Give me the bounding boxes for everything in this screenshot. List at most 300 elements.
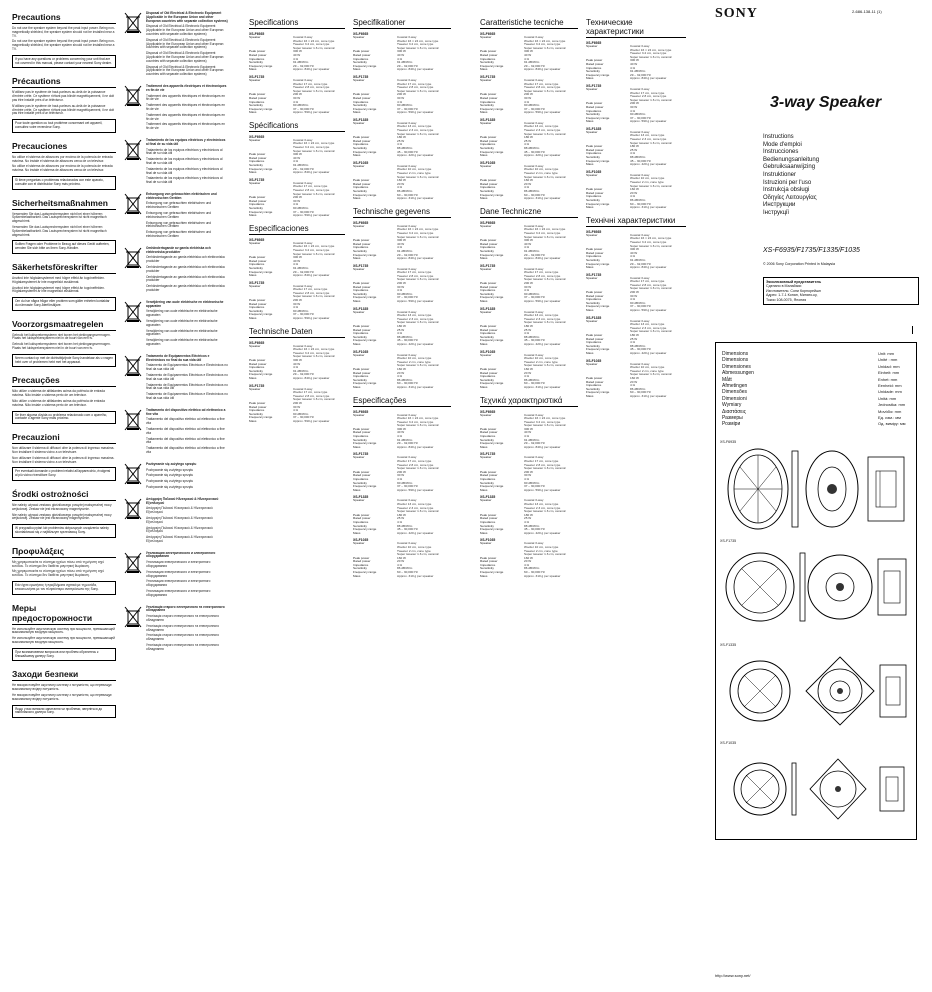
spec-value: 40 W xyxy=(397,430,405,435)
spec-value: 30 W xyxy=(293,95,301,100)
warning-body xyxy=(12,27,116,52)
dimension-label: Wymiary xyxy=(722,402,742,409)
spec-key: Rated power xyxy=(249,52,267,57)
dimension-label: Размеры xyxy=(722,415,743,422)
spec-key: Sensitivity xyxy=(353,334,367,339)
spec-key: Impedance xyxy=(249,305,265,310)
disposal-item xyxy=(124,247,228,295)
spec-key: Frequency range xyxy=(353,106,377,111)
spec-row xyxy=(586,163,686,167)
spec-value: 4 Ω xyxy=(524,562,529,567)
spec-key: Impedance xyxy=(480,519,496,524)
dimensions-panel xyxy=(715,342,917,840)
spec-row xyxy=(480,532,578,536)
spec-value: Super tweeter 1.6 cm, ceramic xyxy=(397,552,439,557)
spec-value: Super tweeter 1.6 cm, ceramic xyxy=(630,286,672,291)
warning-paragraph: No utilice el sistema de altavoces por encima de la potencia de entrada máxima. No instale el sistema de altavoces cerca de un televisor. xyxy=(12,154,113,163)
disposal-paragraph: Entsorgung von gebrauchten elektrischen und elektronischen Geräten xyxy=(146,230,212,239)
spec-value: Woofer 13 cm, cone type xyxy=(630,322,665,327)
spec-value: 4 Ω xyxy=(293,159,298,164)
spec-value: 180 W xyxy=(524,324,533,328)
disposal-paragraph: Tratamento de Equipamentos Eléctricos e Electrónicos no final da sua vida útil xyxy=(146,372,228,381)
spec-key: Impedance xyxy=(480,288,496,293)
spec-value: 29 – 32,000 Hz xyxy=(293,269,314,274)
disposal-paragraph: Disposal of Old Electrical & Electronic Equipment (Applicable in the European Union and other European countries with separate collection systems) xyxy=(146,51,224,63)
spec-value: 4 Ω xyxy=(293,365,298,370)
spec-value: 300 W xyxy=(397,49,406,54)
spec-value: Approx. 840 g per speaker xyxy=(293,375,330,380)
warning-note: W przypadku pytań lub problemów dotyczących urządzenia należy skontaktować się z najbliższym sprzedawcą Sony. xyxy=(12,524,116,538)
spec-section-title: Technische Daten xyxy=(249,327,345,338)
dimension-unit: Μονάδα: mm xyxy=(878,408,902,414)
spec-row xyxy=(480,68,578,72)
spec-key: Rated power xyxy=(586,379,604,384)
spec-value: 91 dB/W/m xyxy=(293,368,309,373)
spec-key: Speaker xyxy=(353,120,365,125)
spec-key: Impedance xyxy=(249,408,265,413)
part-number: 2-686-138-11 (1) xyxy=(852,9,882,14)
spec-value: Coaxial 3-way xyxy=(293,137,313,142)
disposal-item xyxy=(124,552,228,600)
spec-value: Woofer 16 × 24 cm, cone type xyxy=(293,141,335,146)
spec-key: Peak power xyxy=(480,324,497,328)
spec-key: Rated power xyxy=(249,155,267,160)
spec-value: Super tweeter 1.6 cm, ceramic xyxy=(524,509,566,514)
spec-value: 86 dB/W/m xyxy=(524,188,540,193)
warning-note: Si tiene preguntas o problemas relacionados con este aparato, consulte con el distribuidor Sony más próximo. xyxy=(12,176,116,190)
spec-value: 37 – 30,000 Hz xyxy=(524,295,545,300)
spec-value: Approx. 590 g per speaker xyxy=(293,316,330,321)
spec-value: Woofer 17 cm, cone type xyxy=(293,184,328,189)
disposal-paragraph: Verwijdering van oude elektrische en elektronische apparaten xyxy=(146,328,218,337)
spec-model: XS-F1735 xyxy=(353,452,369,457)
spec-key: Peak power xyxy=(586,290,603,295)
spec-key: Mass xyxy=(480,299,488,304)
spec-key: Frequency range xyxy=(480,149,504,154)
disposal-paragraph: Утилизация электрического и электронного оборудования xyxy=(146,579,211,588)
dimension-label: Dimensões xyxy=(722,389,748,396)
spec-value: 86 dB/W/m xyxy=(397,377,413,382)
spec-key: Speaker xyxy=(249,386,261,391)
spec-value: 45 – 30,000 Hz xyxy=(524,338,545,343)
spec-key: Mass xyxy=(249,316,257,321)
spec-value: Super tweeter 1.6 cm, ceramic xyxy=(630,372,672,377)
spec-value: 90 dB/W/m xyxy=(293,411,309,416)
warning-paragraph: N'utilisez pas le système de haut-parleurs au-delà de la puissance d'entrée crête. Ce système n'étant pas blindé magnétiquement, il ne doit pas être installé près d'un téléviseur. xyxy=(12,90,115,102)
spec-key: Sensitivity xyxy=(249,411,263,416)
spec-row xyxy=(586,395,686,399)
warning-title: Środki ostrożności xyxy=(12,489,116,501)
disposal-paragraph: Απόρριψη Παλαιού Ηλεκτρικού & Ηλεκτρονικού Εξοπλισμού xyxy=(146,515,213,524)
dimension-label: Διαστάσεις xyxy=(722,408,747,415)
spec-value: 4 Ω xyxy=(524,288,529,293)
dimension-label: Dimensioni xyxy=(722,395,747,402)
spec-value: 88 dB/W/m xyxy=(524,523,540,528)
spec-value: 40 W xyxy=(630,61,638,66)
spec-key: Rated power xyxy=(353,181,371,186)
spec-value: 37 – 30,000 Hz xyxy=(293,415,314,420)
spec-value: 88 dB/W/m xyxy=(524,146,540,151)
spec-section-title: Dane Techniczne xyxy=(480,207,578,218)
spec-value: Approx. 590 g per speaker xyxy=(397,487,434,492)
disposal-text xyxy=(146,355,228,403)
spec-value: Coaxial 3-way xyxy=(397,309,417,314)
spec-key: Speaker xyxy=(586,86,598,91)
spec-value: 4 Ω xyxy=(630,108,635,113)
spec-value: Coaxial 3-way xyxy=(524,35,544,39)
spec-model: XS-F1335 xyxy=(586,126,602,131)
spec-model: XS-F6935 xyxy=(353,409,369,414)
warning-note: Se tiver alguma dúvida ou problema relacionado com o aparelho, contacte o agente Sony mais próximo. xyxy=(12,411,116,425)
dimension-label: Розміри xyxy=(722,421,741,428)
spec-value: Tweeter 2.3 cm, cone type xyxy=(397,505,434,510)
spec-value: 4 Ω xyxy=(630,340,635,345)
warning-paragraph: Не використовуйте акустичну систему з потужністю, що перевищує максимальну вхідну потужність. xyxy=(12,692,112,701)
spec-key: Sensitivity xyxy=(480,248,494,253)
spec-value: 29 – 32,000 Hz xyxy=(293,63,314,68)
spec-value: Woofer 13 cm, cone type xyxy=(630,133,665,138)
spec-key: Rated power xyxy=(586,250,604,255)
spec-model: XS-F1335 xyxy=(480,495,496,500)
spec-value: Super tweeter 1.6 cm, ceramic xyxy=(397,174,439,179)
spec-value: Coaxial 3-way xyxy=(397,120,417,125)
spec-value: Approx. 590 g per speaker xyxy=(524,487,561,492)
spec-key: Impedance xyxy=(586,340,602,345)
spec-model: XS-F1335 xyxy=(353,117,369,122)
spec-key: Speaker xyxy=(586,232,598,237)
spec-value: Tweeter 2.3 cm, cone type xyxy=(630,325,667,330)
spec-value: 300 W xyxy=(630,247,639,252)
language-item: Οδηγίες Λειτουργίας xyxy=(763,194,817,201)
dimension-unit: Unité : mm xyxy=(878,357,898,363)
spec-value: 200 W xyxy=(293,92,302,97)
spec-value: Tweeter 2.8 cm, cone type xyxy=(293,290,330,295)
spec-value: Tweeter 3.2 cm, cone type xyxy=(524,419,561,424)
spec-value: Approx. 310 g per speaker xyxy=(524,384,561,389)
spec-value: Super tweeter 1.6 cm, ceramic xyxy=(524,131,566,136)
disposal-text xyxy=(146,463,228,492)
disposal-paragraph: Απόρριψη Παλαιού Ηλεκτρικού & Ηλεκτρονικού Εξοπλισμού xyxy=(146,535,213,543)
spec-key: Frequency range xyxy=(249,63,273,68)
disposal-text xyxy=(146,12,228,79)
disposal-item xyxy=(124,498,228,546)
spec-key: Sensitivity xyxy=(586,386,600,391)
spec-model: XS-F6935 xyxy=(586,41,602,45)
spec-value: Woofer 16 × 24 cm, cone type xyxy=(397,227,439,232)
spec-value: 30 W xyxy=(293,301,301,306)
spec-key: Rated power xyxy=(249,404,267,409)
spec-value: Super tweeter 1.6 cm, ceramic xyxy=(524,234,566,239)
spec-key: Mass xyxy=(353,153,361,158)
spec-key: Impedance xyxy=(480,142,496,147)
spec-key: Peak power xyxy=(353,281,370,286)
disposal-paragraph: Утилизация электрического и электронного оборудования xyxy=(146,560,211,569)
spec-row xyxy=(480,111,578,115)
spec-value: 90 dB/W/m xyxy=(524,291,540,296)
spec-model: XS-F1735 xyxy=(586,83,602,88)
spec-key: Peak power xyxy=(353,555,370,560)
spec-key: Rated power xyxy=(353,95,371,100)
spec-value: 40 W xyxy=(397,241,405,246)
dimension-unit: Ед. изм.: мм xyxy=(878,415,901,421)
warning-body xyxy=(12,156,116,173)
spec-key: Mass xyxy=(249,213,257,218)
spec-key: Mass xyxy=(249,418,257,423)
spec-value: Tweeter 2 cm, cone type xyxy=(397,548,431,553)
spec-key: Frequency range xyxy=(480,63,504,68)
spec-key: Frequency range xyxy=(353,295,377,300)
spec-value: Tweeter 2.3 cm, cone type xyxy=(524,505,561,510)
spec-value: Approx. 420 g per speaker xyxy=(524,341,561,346)
spec-value: Tweeter 3.2 cm, cone type xyxy=(293,247,330,252)
spec-key: Impedance xyxy=(353,142,369,147)
spec-value: 29 – 32,000 Hz xyxy=(293,372,314,377)
spec-value: Woofer 16 × 24 cm, cone type xyxy=(524,38,566,43)
warning-note: Εάν έχετε ερωτήσεις ή προβλήματα σχετικά με τη μονάδα, επικοινωνήστε με τον πλησιέστερο αντιπρόσωπο της Sony. xyxy=(12,581,116,595)
spec-value: Woofer 16 × 24 cm, cone type xyxy=(524,227,566,232)
disposal-paragraph: Traitement des appareils électriques et électroniques en fin de vie xyxy=(146,93,226,102)
warning-body xyxy=(12,504,116,521)
spec-model: XS-F6935 xyxy=(480,32,496,36)
spec-section-title: Especificações xyxy=(353,396,451,407)
spec-key: Mass xyxy=(586,76,594,81)
language-item: Bedienungsanleitung xyxy=(763,156,820,163)
spec-value: Super tweeter 1.6 cm, ceramic xyxy=(524,363,566,368)
spec-row xyxy=(353,343,451,347)
spec-value: 91 dB/W/m xyxy=(630,257,646,262)
spec-key: Speaker xyxy=(353,163,365,168)
spec-value: 30 W xyxy=(524,473,532,478)
spec-key: Impedance xyxy=(480,245,496,250)
spec-key: Rated power xyxy=(353,284,371,289)
spec-value: 4 Ω xyxy=(630,254,635,259)
warning-body xyxy=(12,277,116,294)
spec-value: Tweeter 3.2 cm, cone type xyxy=(630,239,667,244)
warning-paragraph: Använd inte högtalarsystemet med högre effekt än toppineffekten. Högtalarsystemet är inte magnetiskt avskärmat. xyxy=(12,275,105,284)
spec-value: Super tweeter 1.6 cm, ceramic xyxy=(524,320,566,325)
spec-value: 37 – 30,000 Hz xyxy=(630,304,651,309)
dim-drawing-3 xyxy=(720,651,912,731)
spec-value: Coaxial 3-way xyxy=(397,223,417,228)
spec-model: XS-F1735 xyxy=(249,74,265,79)
spec-key: Impedance xyxy=(353,374,369,379)
spec-key: Frequency range xyxy=(353,149,377,154)
spec-key: Impedance xyxy=(353,519,369,524)
spec-value: 200 W xyxy=(524,469,533,474)
spec-value: 45 – 30,000 Hz xyxy=(524,527,545,532)
spec-value: Woofer 10 cm, cone type xyxy=(397,167,432,172)
spec-value: Coaxial 3-way xyxy=(293,240,313,245)
disposal-paragraph: Pozbywanie się zużytego sprzętu xyxy=(146,484,194,489)
spec-key: Frequency range xyxy=(586,304,610,309)
spec-value: 60 – 30,000 Hz xyxy=(397,381,418,386)
disposal-paragraph: Traitement des appareils électriques et électroniques en fin de vie xyxy=(146,122,226,131)
disposal-text xyxy=(146,85,228,133)
spec-value: Super tweeter 1.6 cm, ceramic xyxy=(293,191,335,196)
spec-value: Woofer 10 cm, cone type xyxy=(524,544,559,549)
disposal-item xyxy=(124,139,228,187)
warning-section xyxy=(12,603,116,662)
spec-value: Approx. 310 g per speaker xyxy=(630,393,667,398)
spec-value: Woofer 10 cm, cone type xyxy=(397,544,432,549)
spec-value: 4 Ω xyxy=(524,374,529,379)
disposal-text xyxy=(146,139,228,187)
warning-title: Меры предосторожности xyxy=(12,603,116,625)
spec-key: Mass xyxy=(353,341,361,346)
spec-value: Tweeter 2 cm, cone type xyxy=(524,359,558,364)
spec-value: Approx. 310 g per speaker xyxy=(630,205,667,210)
spec-value: 180 W xyxy=(524,512,533,517)
spec-key: Peak power xyxy=(353,92,370,97)
spec-key: Rated power xyxy=(353,370,371,375)
spec-value: Woofer 17 cm, cone type xyxy=(397,81,432,86)
spec-row xyxy=(586,77,686,81)
spec-value: Woofer 17 cm, cone type xyxy=(293,287,328,292)
spec-value: Tweeter 2.8 cm, cone type xyxy=(397,85,434,90)
spec-value: 4 Ω xyxy=(524,245,529,250)
spec-value: Tweeter 2 cm, cone type xyxy=(397,359,431,364)
disposal-heading: Trattamento del dispositivo elettrico od elettronico a fine vita xyxy=(146,407,226,416)
spec-value: 180 W xyxy=(397,512,406,517)
spec-value: 45 – 30,000 Hz xyxy=(630,347,651,352)
spec-key: Sensitivity xyxy=(586,69,600,74)
spec-key: Peak power xyxy=(353,512,370,517)
spec-value: Coaxial 3-way xyxy=(397,455,417,460)
spec-value: 40 W xyxy=(293,52,301,57)
spec-value: Tweeter 2 cm, cone type xyxy=(630,368,664,373)
dim-model-2: XS-F1735 xyxy=(720,539,737,543)
spec-value: 4 Ω xyxy=(397,56,402,61)
spec-value: 88 dB/W/m xyxy=(524,334,540,339)
dimension-label: Abmessungen xyxy=(722,370,754,377)
spec-row xyxy=(586,309,686,313)
warning-paragraph: Do not use the speaker system beyond the peak input power. Being non-magnetically shielded, the speaker system should not be installed near a TV. xyxy=(12,39,115,51)
spec-row xyxy=(353,111,451,115)
spec-value: Super tweeter 1.6 cm, ceramic xyxy=(524,423,566,428)
spec-value: Coaxial 3-way xyxy=(293,180,313,185)
spec-value: 300 W xyxy=(524,426,533,431)
spec-value: Coaxial 3-way xyxy=(293,343,313,348)
spec-value: 90 dB/W/m xyxy=(630,112,646,117)
dimensions-labels xyxy=(722,351,754,428)
spec-key: Speaker xyxy=(249,180,261,185)
spec-value: 45 – 30,000 Hz xyxy=(524,149,545,154)
spec-model: XS-F1335 xyxy=(353,306,369,311)
spec-value: 88 dB/W/m xyxy=(630,155,646,160)
spec-value: Tweeter 2.8 cm, cone type xyxy=(630,282,667,287)
spec-value: 20 W xyxy=(397,559,405,564)
spec-key: Speaker xyxy=(353,223,365,228)
spec-key: Sensitivity xyxy=(249,205,263,210)
website-url[interactable]: http://www.sony.net/ xyxy=(715,973,751,978)
spec-row xyxy=(480,154,578,158)
warning-section xyxy=(12,319,116,368)
spec-value: Tweeter 3.2 cm, cone type xyxy=(524,42,561,47)
spec-value: Tweeter 3.2 cm, cone type xyxy=(397,42,434,47)
spec-key: Speaker xyxy=(249,77,261,82)
spec-key: Peak power xyxy=(353,324,370,328)
recycle-bin-icon xyxy=(124,301,142,349)
warning-paragraph: Gebruik het luidsprekersysteem niet boven het piekingangsvermogen. Plaats het luidsprekersysteem niet in de buurt van een tv. xyxy=(12,332,111,341)
spec-value: Super tweeter 1.6 cm, ceramic xyxy=(397,131,439,136)
spec-row xyxy=(249,171,345,175)
spec-value: Woofer 17 cm, cone type xyxy=(524,81,559,86)
spec-value: Coaxial 3-way xyxy=(397,35,417,39)
spec-row xyxy=(353,300,451,304)
spec-key: Speaker xyxy=(480,223,492,228)
spec-value: 37 – 30,000 Hz xyxy=(293,312,314,317)
spec-value: 4 Ω xyxy=(630,297,635,302)
spec-key: Sensitivity xyxy=(480,103,494,108)
spec-value: Woofer 16 × 24 cm, cone type xyxy=(293,38,335,43)
warning-title: Sicherheitsmaßnahmen xyxy=(12,198,116,210)
spec-value: Woofer 17 cm, cone type xyxy=(630,279,665,284)
spec-value: Woofer 17 cm, cone type xyxy=(397,270,432,275)
spec-value: 90 dB/W/m xyxy=(293,205,309,210)
spec-value: Approx. 590 g per speaker xyxy=(397,299,434,304)
spec-value: 60 – 30,000 Hz xyxy=(630,390,651,395)
dimension-unit: Eenheid: mm xyxy=(878,383,902,389)
spec-key: Frequency range xyxy=(480,441,504,446)
spec-value: 160 W xyxy=(524,366,533,371)
spec-value: Tweeter 2.8 cm, cone type xyxy=(630,94,667,99)
spec-key: Impedance xyxy=(353,245,369,250)
spec-value: Super tweeter 1.6 cm, ceramic xyxy=(397,45,439,50)
spec-value: Tweeter 2.3 cm, cone type xyxy=(397,128,434,133)
spec-value: Approx. 590 g per speaker xyxy=(524,299,561,304)
spec-key: Impedance xyxy=(249,365,265,370)
spec-key: Rated power xyxy=(353,473,371,478)
spec-row xyxy=(353,532,451,536)
spec-value: 4 Ω xyxy=(397,519,402,524)
spec-value: 90 dB/W/m xyxy=(524,480,540,485)
spec-value: 200 W xyxy=(524,92,533,97)
disposal-heading: Entsorgung von gebrauchten elektrischen und elektronischen Geräten xyxy=(146,191,217,200)
spec-value: Approx. 840 g per speaker xyxy=(524,67,561,72)
spec-value: 91 dB/W/m xyxy=(397,248,413,253)
spec-key: Speaker xyxy=(586,129,598,134)
spec-value: 60 – 30,000 Hz xyxy=(524,381,545,386)
spec-key: Sensitivity xyxy=(586,257,600,262)
spec-row xyxy=(480,575,578,579)
spec-value: 86 dB/W/m xyxy=(397,188,413,193)
spec-value: Coaxial 3-way xyxy=(524,455,544,460)
spec-value: Tweeter 2.8 cm, cone type xyxy=(293,393,330,398)
spec-key: Frequency range xyxy=(586,390,610,395)
warning-paragraph: Gebruik het luidsprekersysteem niet boven het piekingangsvermogen. Plaats het luidsprekersysteem niet in de buurt van een tv. xyxy=(12,342,111,351)
spec-value: Tweeter 2 cm, cone type xyxy=(524,171,558,175)
warnings-column xyxy=(12,12,116,726)
disposal-paragraph: Pozbywanie się zużytego sprzętu xyxy=(146,473,194,478)
warning-paragraph: Nie należy używać zestawu głośnikowego powyżej maksymalnej mocy wejściowej. Zestaw nie jest ekranowany magnetycznie. xyxy=(12,512,112,521)
spec-row xyxy=(249,377,345,381)
spec-value: 37 – 30,000 Hz xyxy=(397,484,418,489)
spec-value: 4 Ω xyxy=(397,562,402,567)
dimension-unit: Unidad: mm xyxy=(878,363,900,369)
spec-value: Approx. 840 g per speaker xyxy=(293,67,330,72)
spec-value: 200 W xyxy=(397,281,406,286)
spec-key: Frequency range xyxy=(480,106,504,111)
spec-value: 30 W xyxy=(293,198,301,203)
language-item: Інструкції xyxy=(763,209,790,216)
spec-key: Speaker xyxy=(480,498,492,503)
spec-key: Speaker xyxy=(353,541,365,546)
disposal-paragraph: Omhändertagande av gamla elektriska och elektroniska produkter xyxy=(146,284,225,293)
spec-key: Peak power xyxy=(586,101,603,106)
spec-row xyxy=(480,300,578,304)
spec-value: 4 Ω xyxy=(630,194,635,199)
spec-model: XS-F1735 xyxy=(249,280,265,285)
